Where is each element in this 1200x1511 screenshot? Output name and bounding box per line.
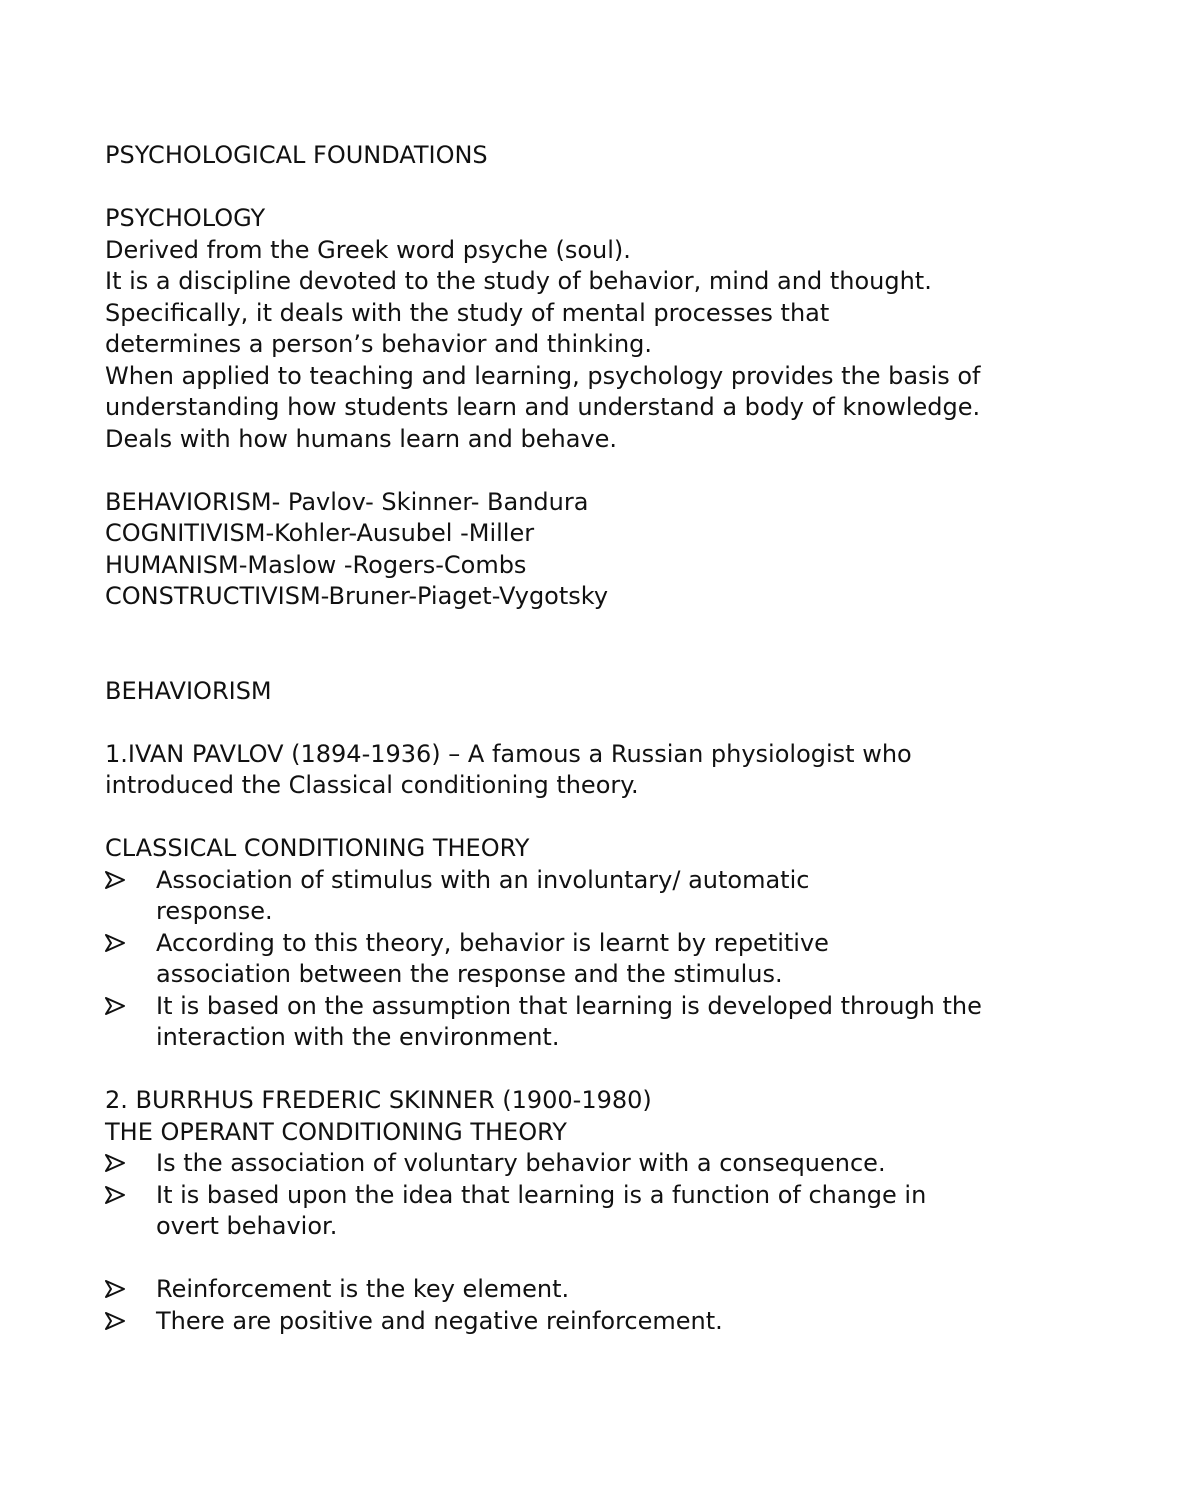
school-line: HUMANISM-Maslow -Rogers-Combs (105, 550, 527, 579)
list-item (105, 1306, 1105, 1338)
arrowhead-bullet-icon (105, 928, 129, 960)
bullet-text: There are positive and negative reinforcement. (156, 1306, 723, 1335)
pavlov-theory-heading: CLASSICAL CONDITIONING THEORY (105, 834, 530, 862)
spacer (105, 172, 1105, 204)
school-line: COGNITIVISM-Kohler-Ausubel -Miller (105, 519, 535, 547)
spacer (105, 802, 1105, 834)
skinner-intro: 2. BURRHUS FREDERIC SKINNER (1900-1980) (105, 1086, 652, 1114)
document-page (105, 140, 1105, 1337)
arrowhead-bullet-icon (105, 1274, 129, 1306)
bullet-text: According to this theory, behavior is learnt by repetitive association between the response and the stimulus. (156, 928, 829, 988)
psychology-line: Deals with how humans learn and behave. (105, 424, 618, 453)
spacer (105, 455, 1105, 487)
arrowhead-bullet-icon (105, 1148, 129, 1180)
list-item (105, 991, 986, 1054)
psychology-line: It is a discipline devoted to the study of behavior, mind and thought. (105, 267, 932, 295)
psychology-line: When applied to teaching and learning, psychology provides the basis of understanding how students learn and understand a body of knowledge. (105, 361, 989, 421)
list-item (105, 1148, 1056, 1180)
psychology-heading: PSYCHOLOGY (105, 204, 266, 232)
psychology-line: Specifically, it deals with the study of mental processes that determines a person’s behavior and thinking. (105, 298, 837, 358)
skinner-theory-heading: THE OPERANT CONDITIONING THEORY (105, 1117, 567, 1146)
arrowhead-bullet-icon (105, 865, 129, 897)
spacer (105, 707, 1105, 739)
arrowhead-bullet-icon (105, 1180, 129, 1212)
behaviorism-heading: BEHAVIORISM (105, 676, 272, 705)
arrowhead-bullet-icon (105, 991, 129, 1023)
school-line: BEHAVIORISM- Pavlov- Skinner- Bandura (105, 487, 589, 516)
skinner-bullet-list (105, 1148, 1105, 1243)
skinner-reinforcement-list (105, 1274, 1105, 1337)
bullet-text: Is the association of voluntary behavior with a consequence. (156, 1149, 886, 1177)
spacer (105, 613, 1105, 676)
spacer (105, 1054, 1105, 1086)
list-item (105, 928, 956, 991)
school-line: CONSTRUCTIVISM-Bruner-Piaget-Vygotsky (105, 582, 609, 610)
list-item (105, 1180, 936, 1243)
bullet-text: It is based upon the idea that learning is a function of change in overt behavior. (156, 1180, 927, 1240)
bullet-text: Reinforcement is the key element. (156, 1275, 570, 1303)
document-title: PSYCHOLOGICAL FOUNDATIONS (105, 141, 488, 169)
pavlov-intro: 1.IVAN PAVLOV (1894-1936) – A famous a Russian physiologist who introduced the Classical conditioning theory. (105, 739, 920, 799)
arrowhead-bullet-icon (105, 1306, 129, 1338)
pavlov-bullet-list (105, 865, 1105, 1054)
bullet-text: It is based on the assumption that learning is developed through the interaction with the environment. (156, 991, 982, 1051)
list-item (105, 865, 926, 928)
list-item (105, 1274, 1105, 1306)
spacer (105, 1243, 1105, 1275)
bullet-text: Association of stimulus with an involuntary/ automatic response. (156, 865, 810, 925)
psychology-line: Derived from the Greek word psyche (soul). (105, 235, 631, 264)
